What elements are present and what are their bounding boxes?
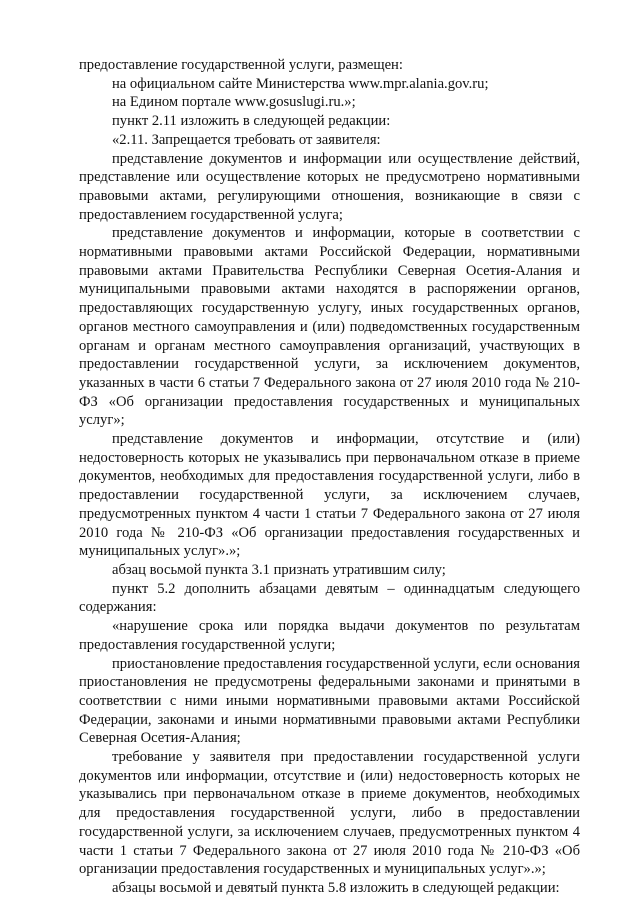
paragraph: представление документов и информации, отсутствие и (или) недостоверность которых не указывались при первоначальном отказе в приеме документов, необходимых для предоставления государственной услуги, либо в предоставлении государственной услуги, за исключением случаев, предусмотренных пунктом 4 части 1 статьи 7 Федерального закона от 27 июля 2010 года № 210-ФЗ «Об организации предоставления государственных и муниципальных услуг».»; — [79, 431, 580, 560]
paragraph: требование у заявителя при предоставлении государственной услуги документов или информации, отсутствие и (или) недостоверность которых не указывались при первоначальном отказе в приеме документов, необходимых для предоставления государственной услуги, либо в предоставлении государственной услуги, за исключением случаев, предусмотренных пунктом 4 части 1 статьи 7 Федерального закона от 27 июля 2010 года № 210-ФЗ «Об организации предоставления государственных и муниципальных услуг».»; — [79, 749, 580, 878]
paragraph: на Едином портале www.gosuslugi.ru.»; — [112, 94, 356, 111]
paragraph: абзацы восьмой и девятый пункта 5.8 изложить в следующей редакции: — [112, 879, 560, 896]
paragraph: абзац восьмой пункта 3.1 признать утратившим силу; — [112, 561, 446, 578]
paragraph: «нарушение срока или порядка выдачи документов по результатам предоставления государственной услуги; — [79, 618, 580, 653]
paragraph: представление документов и информации, которые в соответствии с нормативными правовыми актами Российской Федерации, нормативными правовыми актами Правительства Республики Северная Осетия-Алания и муниципальными правовыми актами находятся в распоряжении органов, предоставляющих государственную услугу, иных государственных органов, органов местного самоуправления и (или) подведомственных государственным органам и органам местного самоуправления организаций, участвующих в предоставлении государственной услуги, за исключением документов, указанных в части 6 статьи 7 Федерального закона от 27 июля 2010 года № 210-ФЗ «Об организации предоставления государственных и муниципальных услуг»; — [79, 225, 580, 429]
paragraph: пункт 5.2 дополнить абзацами девятым – одиннадцатым следующего содержания: — [79, 580, 580, 616]
paragraph: предоставление государственной услуги, размещен: — [79, 57, 403, 73]
paragraph: представление документов и информации или осуществление действий, представление или осуществление которых не предусмотрено нормативными правовыми актами, регулирующими отношения, возникающие в связи с предоставлением государственной услуга; — [79, 150, 580, 223]
paragraph: пункт 2.11 изложить в следующей редакции: — [112, 113, 391, 130]
paragraph: на официальном сайте Министерства www.mpr.alania.gov.ru; — [112, 75, 489, 92]
document-body — [79, 56, 580, 898]
paragraph: «2.11. Запрещается требовать от заявителя: — [112, 131, 381, 148]
paragraph: приостановление предоставления государственной услуги, если основания приостановления не предусмотрены федеральными законами и принятыми в соответствии с ними иными нормативными правовыми актами Российской Федерации, законами и иными нормативными правовыми актами Республики Северная Осетия-Алания; — [79, 655, 580, 747]
